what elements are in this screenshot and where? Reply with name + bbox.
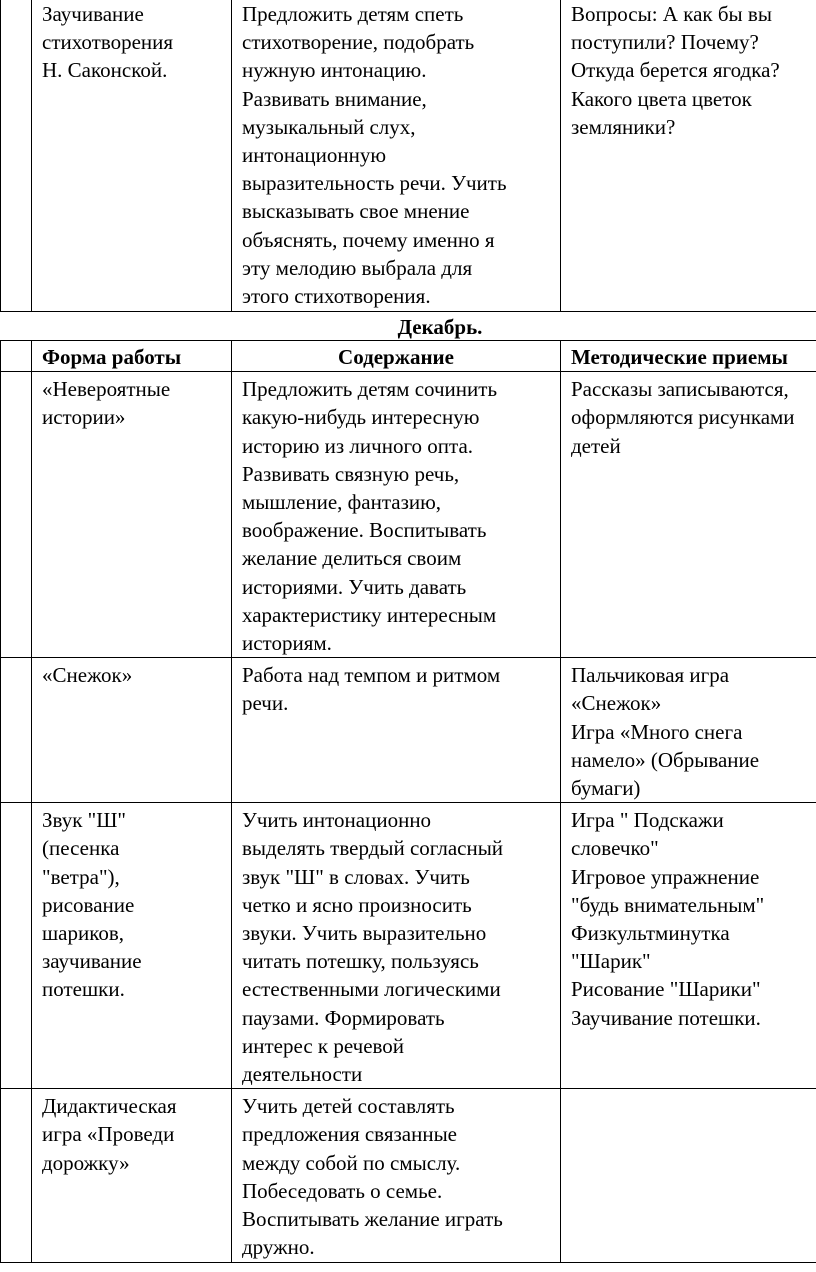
content-cell: Учить интонационно выделять твердый согласный звук "Ш" в словах. Учить четко и ясно произносить звуки. Учить выразительно читать потешку, пользуясь естественными логическими паузами. Формировать интерес к речевой деятельности (232, 803, 561, 1089)
content-cell: Предложить детям спеть стихотворение, подобрать нужную интонацию. Развивать внимание, музыкальный слух, интонационную выразительность речи. Учить высказывать свое мнение объяснять, почему именно я эту мелодию выбрала для этого стихотворения. (232, 0, 561, 312)
number-cell (1, 658, 32, 803)
methods-cell (561, 1089, 816, 1262)
methods-header: Методические приемы (561, 341, 816, 372)
content-cell: Работа над темпом и ритмом речи. (232, 658, 561, 803)
content-cell: Учить детей составлять предложения связанные между собой по смыслу. Побеседовать о семье. Воспитывать желание играть дружно. (232, 1089, 561, 1262)
december-table (0, 340, 816, 1263)
methods-cell: Вопросы: А как бы вы поступили? Почему? Откуда берется ягодка? Какого цвета цветок земляники? (561, 0, 816, 312)
previous-month-table (0, 0, 816, 312)
methods-cell: Рассказы записываются, оформляются рисунками детей (561, 372, 816, 658)
table-row (1, 1089, 816, 1262)
form-cell: Заучивание стихотворения Н. Саконской. (32, 0, 232, 312)
form-header: Форма работы (32, 341, 232, 372)
form-cell: Звук "Ш" (песенка "ветра"), рисование шариков, заучивание потешки. (32, 803, 232, 1089)
number-cell (1, 0, 32, 312)
table-row (1, 0, 816, 312)
form-cell: «Снежок» (32, 658, 232, 803)
content-cell: Предложить детям сочинить какую-нибудь интересную историю из личного опта. Развивать связную речь, мышление, фантазию, воображение. Воспитывать желание делиться своим историями. Учить давать характеристику интересным историям. (232, 372, 561, 658)
form-cell: Дидактическая игра «Проведи дорожку» (32, 1089, 232, 1262)
number-cell (1, 1089, 32, 1262)
number-header (1, 341, 32, 372)
number-cell (1, 372, 32, 658)
table-row (1, 658, 816, 803)
table-row (1, 803, 816, 1089)
methods-cell: Игра " Подскажи словечко" Игровое упражнение "будь внимательным" Физкультминутка "Шарик" Рисование "Шарики" Заучивание потешки. (561, 803, 816, 1089)
form-cell: «Невероятные истории» (32, 372, 232, 658)
month-title: Декабрь. (397, 315, 483, 339)
number-cell (1, 803, 32, 1089)
table-row (1, 372, 816, 658)
content-header: Содержание (232, 341, 561, 372)
methods-cell: Пальчиковая игра «Снежок» Игра «Много снега намело» (Обрывание бумаги) (561, 658, 816, 803)
header-row (1, 341, 816, 372)
